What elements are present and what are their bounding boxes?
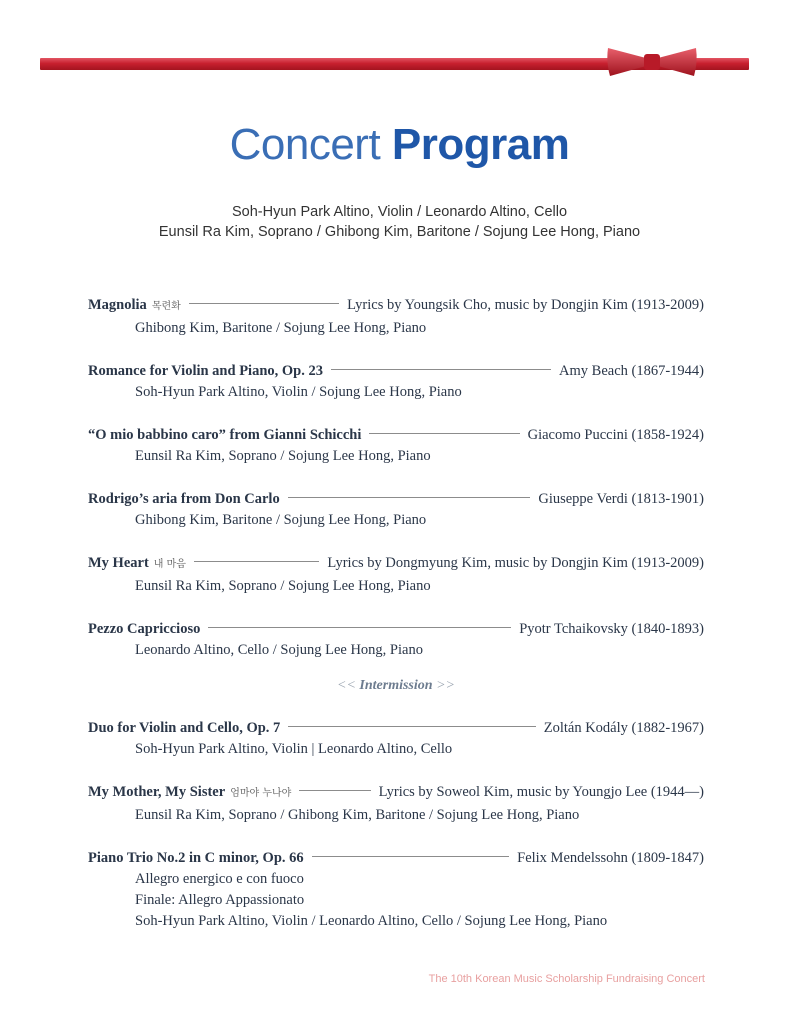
leader-line	[331, 369, 551, 370]
korean-title: 목련화	[151, 301, 181, 312]
program-item	[88, 618, 704, 661]
piece-title: Rodrigo’s aria from Don Carlo	[88, 491, 280, 507]
piece-title: My Heart	[88, 555, 149, 571]
program-item	[88, 717, 704, 760]
korean-title: 엄마야 누나야	[230, 788, 292, 799]
program-item	[88, 781, 704, 826]
intermission-right: >>	[436, 678, 455, 693]
movement-line: Allegro energico e con fuoco	[135, 871, 304, 887]
piece-credit: Pyotr Tchaikovsky (1840-1893)	[519, 621, 704, 637]
leader-line	[312, 856, 509, 857]
title-light: Concert	[229, 120, 381, 169]
piece-credit: Giuseppe Verdi (1813-1901)	[538, 491, 704, 507]
piece-credit: Amy Beach (1867-1944)	[559, 363, 704, 379]
piece-performers: Soh-Hyun Park Altino, Violin | Leonardo Altino, Cello	[135, 741, 453, 757]
performers-line: Soh-Hyun Park Altino, Violin / Leonardo Altino, Cello	[231, 204, 568, 220]
leader-line	[208, 627, 511, 628]
leader-line	[288, 726, 535, 727]
program-item	[88, 294, 704, 339]
piece-performers: Soh-Hyun Park Altino, Violin / Leonardo Altino, Cello / Sojung Lee Hong, Piano	[135, 913, 608, 929]
leader-line	[299, 790, 370, 791]
leader-line	[369, 433, 519, 434]
piece-credit: Lyrics by Soweol Kim, music by Youngjo Lee (1944—)	[378, 784, 704, 800]
piece-title: Piano Trio No.2 in C minor, Op. 66	[88, 850, 304, 866]
piece-title: “O mio babbino caro” from Gianni Schicchi	[88, 427, 362, 443]
intermission-left: <<	[337, 678, 356, 693]
program-list	[88, 294, 704, 953]
program-item	[88, 552, 704, 597]
program-item	[88, 488, 704, 531]
piece-performers: Leonardo Altino, Cello / Sojung Lee Hong, Piano	[135, 642, 423, 658]
leader-line	[194, 561, 319, 562]
piece-performers: Eunsil Ra Kim, Soprano / Ghibong Kim, Baritone / Sojung Lee Hong, Piano	[135, 807, 580, 823]
piece-title: My Mother, My Sister	[88, 784, 226, 800]
korean-title: 내 마음	[153, 559, 186, 570]
piece-performers: Soh-Hyun Park Altino, Violin / Sojung Lee Hong, Piano	[135, 384, 462, 400]
piece-performers: Ghibong Kim, Baritone / Sojung Lee Hong, Piano	[135, 512, 427, 528]
piece-performers: Ghibong Kim, Baritone / Sojung Lee Hong, Piano	[135, 320, 427, 336]
program-item	[88, 424, 704, 467]
piece-credit: Giacomo Puccini (1858-1924)	[527, 427, 704, 443]
footer-caption: The 10th Korean Music Scholarship Fundraising Concert	[428, 973, 705, 985]
piece-credit: Zoltán Kodály (1882-1967)	[543, 720, 704, 736]
movement-line: Finale: Allegro Appassionato	[135, 892, 305, 908]
title-bold: Program	[391, 120, 570, 169]
piece-title: Magnolia	[88, 297, 147, 313]
leader-line	[288, 497, 531, 498]
intermission	[88, 678, 704, 694]
leader-line	[189, 303, 339, 304]
page-title	[0, 120, 799, 170]
performers-line: Eunsil Ra Kim, Soprano / Ghibong Kim, Baritone / Sojung Lee Hong, Piano	[158, 224, 641, 240]
performers-list	[0, 202, 799, 242]
piece-performers: Eunsil Ra Kim, Soprano / Sojung Lee Hong, Piano	[135, 578, 431, 594]
piece-title: Romance for Violin and Piano, Op. 23	[88, 363, 323, 379]
piece-credit: Lyrics by Youngsik Cho, music by Dongjin Kim (1913-2009)	[347, 297, 704, 313]
program-item	[88, 360, 704, 403]
piece-title: Duo for Violin and Cello, Op. 7	[88, 720, 281, 736]
piece-performers: Eunsil Ra Kim, Soprano / Sojung Lee Hong, Piano	[135, 448, 431, 464]
program-item	[88, 847, 704, 932]
piece-title: Pezzo Capriccioso	[88, 621, 201, 637]
ribbon-bow-icon	[604, 44, 700, 80]
piece-credit: Felix Mendelssohn (1809-1847)	[517, 850, 704, 866]
intermission-label: Intermission	[359, 678, 433, 693]
piece-credit: Lyrics by Dongmyung Kim, music by Dongjin Kim (1913-2009)	[327, 555, 704, 571]
